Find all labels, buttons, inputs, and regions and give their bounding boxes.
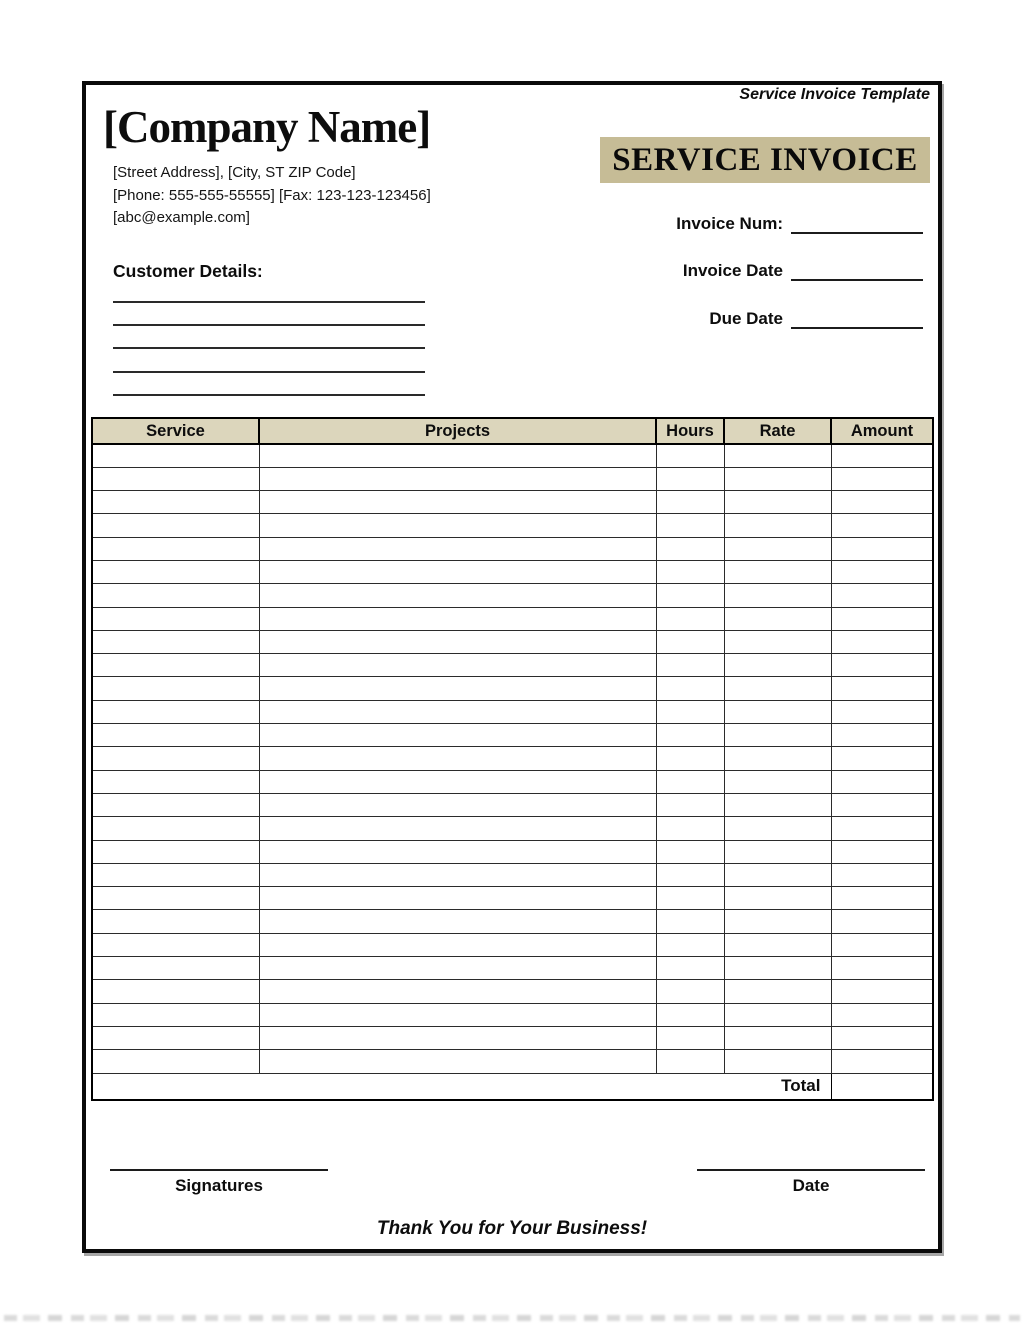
table-cell[interactable] <box>92 840 259 863</box>
table-cell[interactable] <box>831 560 933 583</box>
table-cell[interactable] <box>724 887 831 910</box>
table-cell[interactable] <box>831 887 933 910</box>
table-cell[interactable] <box>656 887 724 910</box>
table-cell[interactable] <box>656 1003 724 1026</box>
table-cell[interactable] <box>831 770 933 793</box>
table-cell[interactable] <box>656 444 724 467</box>
table-cell[interactable] <box>656 514 724 537</box>
table-cell[interactable] <box>831 980 933 1003</box>
table-cell[interactable] <box>724 863 831 886</box>
table-cell[interactable] <box>831 957 933 980</box>
table-row <box>92 444 933 467</box>
table-cell[interactable] <box>259 793 656 816</box>
table-row <box>92 537 933 560</box>
table-cell[interactable] <box>724 677 831 700</box>
table-cell[interactable] <box>831 607 933 630</box>
table-cell[interactable] <box>92 607 259 630</box>
table-cell[interactable] <box>92 654 259 677</box>
table-row <box>92 514 933 537</box>
table-cell[interactable] <box>831 677 933 700</box>
table-row <box>92 817 933 840</box>
table-cell[interactable] <box>92 584 259 607</box>
line-items-table <box>91 417 934 1101</box>
customer-detail-input[interactable] <box>113 283 425 303</box>
table-cell[interactable] <box>92 980 259 1003</box>
table-cell[interactable] <box>259 747 656 770</box>
table-row <box>92 560 933 583</box>
table-cell[interactable] <box>656 584 724 607</box>
customer-detail-input[interactable] <box>113 329 425 349</box>
table-cell[interactable] <box>724 537 831 560</box>
table-cell[interactable] <box>92 770 259 793</box>
table-cell[interactable] <box>724 1003 831 1026</box>
column-header-rate: Rate <box>724 418 831 444</box>
table-row <box>92 910 933 933</box>
table-cell[interactable] <box>259 980 656 1003</box>
table-cell[interactable] <box>724 467 831 490</box>
customer-detail-input[interactable] <box>113 376 425 396</box>
table-cell[interactable] <box>92 863 259 886</box>
table-cell[interactable] <box>259 1026 656 1049</box>
table-cell[interactable] <box>259 607 656 630</box>
table-row <box>92 584 933 607</box>
table-cell[interactable] <box>724 747 831 770</box>
table-cell[interactable] <box>724 1026 831 1049</box>
table-cell[interactable] <box>259 887 656 910</box>
table-row <box>92 863 933 886</box>
table-cell[interactable] <box>92 1026 259 1049</box>
table-row <box>92 467 933 490</box>
table-cell[interactable] <box>724 724 831 747</box>
table-cell[interactable] <box>831 491 933 514</box>
table-row <box>92 724 933 747</box>
signature-input[interactable] <box>110 1169 328 1171</box>
column-header-projects: Projects <box>259 418 656 444</box>
table-cell[interactable] <box>656 793 724 816</box>
table-cell[interactable] <box>656 607 724 630</box>
table-cell[interactable] <box>92 467 259 490</box>
table-row <box>92 630 933 653</box>
invoice-number-label: Invoice Num: <box>676 214 783 233</box>
table-cell[interactable] <box>724 933 831 956</box>
table-row <box>92 793 933 816</box>
table-cell[interactable] <box>831 467 933 490</box>
table-cell[interactable] <box>92 560 259 583</box>
invoice-number-field <box>676 210 923 234</box>
table-row <box>92 654 933 677</box>
table-cell[interactable] <box>656 1050 724 1073</box>
table-cell[interactable] <box>831 817 933 840</box>
table-cell[interactable] <box>831 514 933 537</box>
table-row <box>92 887 933 910</box>
customer-detail-input[interactable] <box>113 306 425 326</box>
table-cell[interactable] <box>831 910 933 933</box>
table-cell[interactable] <box>259 654 656 677</box>
table-cell[interactable] <box>92 677 259 700</box>
table-cell[interactable] <box>259 724 656 747</box>
table-cell[interactable] <box>724 817 831 840</box>
company-name: [Company Name] <box>103 102 431 152</box>
table-cell[interactable] <box>92 817 259 840</box>
table-cell[interactable] <box>724 1050 831 1073</box>
table-cell[interactable] <box>724 607 831 630</box>
table-cell[interactable] <box>92 910 259 933</box>
table-cell[interactable] <box>259 910 656 933</box>
cropped-text-artifact <box>4 1315 1020 1321</box>
table-row <box>92 840 933 863</box>
table-cell[interactable] <box>831 1003 933 1026</box>
column-header-amount: Amount <box>831 418 933 444</box>
table-cell[interactable] <box>92 537 259 560</box>
table-row <box>92 770 933 793</box>
table-cell[interactable] <box>656 770 724 793</box>
table-cell[interactable] <box>92 700 259 723</box>
address-line-1: [Street Address], [City, ST ZIP Code] <box>113 164 356 181</box>
table-row <box>92 607 933 630</box>
table-cell[interactable] <box>656 747 724 770</box>
table-cell[interactable] <box>831 1050 933 1073</box>
table-cell[interactable] <box>92 444 259 467</box>
table-cell[interactable] <box>724 584 831 607</box>
table-row <box>92 933 933 956</box>
table-cell[interactable] <box>656 863 724 886</box>
address-line-2: [Phone: 555-555-55555] [Fax: 123-123-123456] <box>113 186 431 204</box>
table-cell[interactable] <box>831 537 933 560</box>
table-cell[interactable] <box>259 677 656 700</box>
table-cell[interactable] <box>724 700 831 723</box>
table-cell[interactable] <box>259 537 656 560</box>
table-cell[interactable] <box>259 584 656 607</box>
table-cell[interactable] <box>92 957 259 980</box>
due-date-field <box>709 305 923 329</box>
table-cell[interactable] <box>831 933 933 956</box>
table-cell[interactable] <box>724 560 831 583</box>
table-cell[interactable] <box>724 980 831 1003</box>
table-cell[interactable] <box>259 444 656 467</box>
address-line-3: [abc@example.com] <box>113 209 250 226</box>
total-label: Total <box>92 1073 831 1100</box>
table-cell[interactable] <box>259 700 656 723</box>
table-row <box>92 1050 933 1073</box>
table-cell[interactable] <box>656 933 724 956</box>
table-row <box>92 1003 933 1026</box>
table-cell[interactable] <box>259 840 656 863</box>
table-cell[interactable] <box>92 793 259 816</box>
table-cell[interactable] <box>656 467 724 490</box>
table-cell[interactable] <box>831 747 933 770</box>
total-amount-cell[interactable] <box>831 1073 933 1100</box>
table-cell[interactable] <box>831 630 933 653</box>
table-cell[interactable] <box>259 630 656 653</box>
table-cell[interactable] <box>724 840 831 863</box>
table-cell[interactable] <box>724 793 831 816</box>
table-cell[interactable] <box>259 770 656 793</box>
table-cell[interactable] <box>656 560 724 583</box>
customer-detail-input[interactable] <box>113 353 425 373</box>
invoice-date-input[interactable] <box>791 261 923 281</box>
signature-date-input[interactable] <box>697 1169 925 1171</box>
invoice-date-label: Invoice Date <box>682 261 783 280</box>
invoice-page <box>82 81 942 1253</box>
table-cell[interactable] <box>92 1003 259 1026</box>
company-address <box>113 162 431 230</box>
table-cell[interactable] <box>92 724 259 747</box>
table-cell[interactable] <box>656 840 724 863</box>
table-cell[interactable] <box>831 444 933 467</box>
table-row <box>92 957 933 980</box>
table-cell[interactable] <box>831 840 933 863</box>
table-cell[interactable] <box>92 514 259 537</box>
table-cell[interactable] <box>92 1050 259 1073</box>
due-date-input[interactable] <box>791 309 923 329</box>
column-header-service: Service <box>92 418 259 444</box>
table-cell[interactable] <box>831 863 933 886</box>
table-cell[interactable] <box>724 491 831 514</box>
table-cell[interactable] <box>831 724 933 747</box>
signature-label: Signatures <box>175 1176 263 1195</box>
total-row <box>92 1073 933 1100</box>
due-date-label: Due Date <box>709 309 783 328</box>
table-cell[interactable] <box>259 560 656 583</box>
table-cell[interactable] <box>724 444 831 467</box>
table-cell[interactable] <box>656 980 724 1003</box>
table-cell[interactable] <box>724 654 831 677</box>
table-cell[interactable] <box>656 537 724 560</box>
table-cell[interactable] <box>831 793 933 816</box>
thank-you-message: Thank You for Your Business! <box>376 1218 648 1239</box>
table-header-row <box>92 418 933 444</box>
invoice-date-field <box>683 257 923 281</box>
table-cell[interactable] <box>724 514 831 537</box>
table-cell[interactable] <box>831 700 933 723</box>
table-cell[interactable] <box>656 677 724 700</box>
table-cell[interactable] <box>656 654 724 677</box>
column-header-hours: Hours <box>656 418 724 444</box>
table-cell[interactable] <box>656 724 724 747</box>
table-cell[interactable] <box>724 630 831 653</box>
table-cell[interactable] <box>259 491 656 514</box>
table-row <box>92 700 933 723</box>
table-cell[interactable] <box>656 817 724 840</box>
table-row <box>92 980 933 1003</box>
table-cell[interactable] <box>831 584 933 607</box>
table-cell[interactable] <box>92 630 259 653</box>
table-cell[interactable] <box>259 514 656 537</box>
table-row <box>92 491 933 514</box>
table-cell[interactable] <box>831 1026 933 1049</box>
table-cell[interactable] <box>259 957 656 980</box>
table-cell[interactable] <box>259 863 656 886</box>
table-cell[interactable] <box>92 933 259 956</box>
table-cell[interactable] <box>259 1003 656 1026</box>
table-row <box>92 1026 933 1049</box>
customer-details-label: Customer Details: <box>113 261 263 281</box>
table-cell[interactable] <box>656 491 724 514</box>
signature-date-label: Date <box>792 1176 830 1195</box>
table-cell[interactable] <box>724 910 831 933</box>
table-cell[interactable] <box>259 1050 656 1073</box>
table-cell[interactable] <box>92 491 259 514</box>
table-cell[interactable] <box>656 910 724 933</box>
table-cell[interactable] <box>656 957 724 980</box>
table-cell[interactable] <box>92 747 259 770</box>
table-row <box>92 747 933 770</box>
table-cell[interactable] <box>656 700 724 723</box>
table-cell[interactable] <box>656 630 724 653</box>
document-title-banner: SERVICE INVOICE <box>600 137 930 183</box>
table-row <box>92 677 933 700</box>
table-cell[interactable] <box>724 957 831 980</box>
table-cell[interactable] <box>259 933 656 956</box>
table-cell[interactable] <box>831 654 933 677</box>
template-title: Service Invoice Template <box>739 86 930 103</box>
table-cell[interactable] <box>259 467 656 490</box>
table-cell[interactable] <box>656 1026 724 1049</box>
table-cell[interactable] <box>259 817 656 840</box>
table-cell[interactable] <box>724 770 831 793</box>
invoice-number-input[interactable] <box>791 214 923 234</box>
table-cell[interactable] <box>92 887 259 910</box>
